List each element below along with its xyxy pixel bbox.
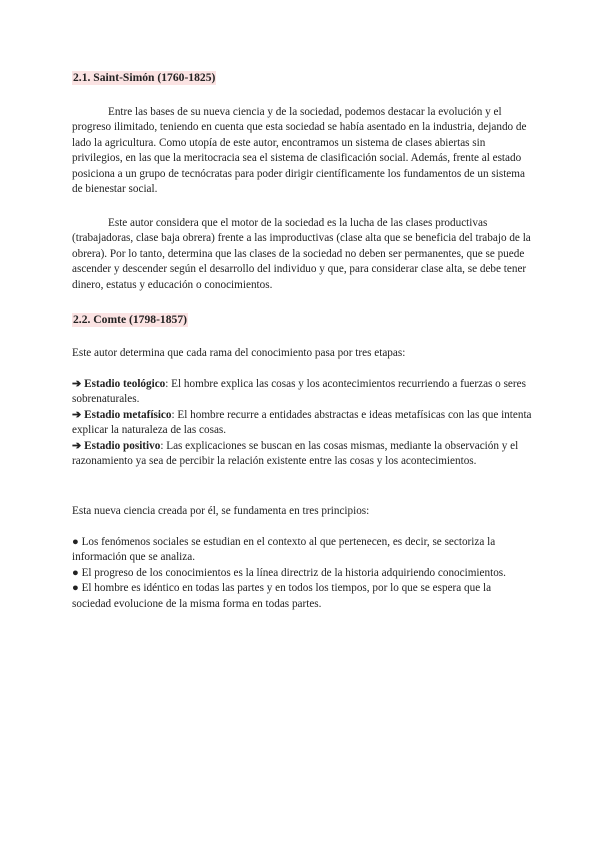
stage-term: Estadio metafísico xyxy=(84,408,172,421)
bullet-icon: ● xyxy=(72,536,79,548)
principle-text: El progreso de los conocimientos es la línea directriz de la historia adquiriendo conocimientos. xyxy=(81,566,506,579)
arrow-icon: ➔ xyxy=(72,408,82,421)
list-item xyxy=(72,377,532,408)
stage-term: Estadio teológico xyxy=(84,378,166,390)
list-item xyxy=(72,566,532,581)
stage-text: : El hombre recurre a entidades abstractas e ideas metafísicas con las que intenta explicar la naturaleza de las cosas. xyxy=(72,408,532,437)
section-title-comte: 2.2. Comte (1798-1857) xyxy=(73,313,187,326)
principle-text: Los fenómenos sociales se estudian en el contexto al que pertenecen, es decir, se sectoriza la información que se analiza. xyxy=(72,536,496,564)
principles-list xyxy=(72,535,532,612)
stage-term: Estadio positivo xyxy=(84,439,161,452)
list-item xyxy=(72,439,532,470)
paragraph-principles-intro: Esta nueva ciencia creada por él, se fundamenta en tres principios: xyxy=(72,505,370,517)
arrow-icon: ➔ xyxy=(72,378,82,390)
stage-text: : El hombre explica las cosas y los acontecimientos recurriendo a fuerzas o seres sobrenaturales. xyxy=(72,378,526,406)
bullet-icon: ● xyxy=(72,582,79,595)
list-item xyxy=(72,581,532,612)
list-item xyxy=(72,408,532,439)
section-title-saint-simon: 2.1. Saint-Simón (1760-1825) xyxy=(73,71,216,84)
paragraph-saint-simon-classes: Este autor considera que el motor de la sociedad es la lucha de las clases productivas (trabajadoras, clase baja obrera) frente a las improductivas (clase alta que se beneficia del trabajo de la obrera). Por lo tanto, determina que las clases de la sociedad no deben ser permanentes, que se puede ascender y descender según el desarrollo del individuo y que, para considerar clase alta, se debe tener dinero, estatus y educación o conocimientos. xyxy=(72,217,531,291)
principle-text: El hombre es idéntico en todas las partes y en todos los tiempos, por lo que se espera que la sociedad evolucione de la misma forma en todas partes. xyxy=(72,582,492,610)
bullet-icon: ● xyxy=(72,566,79,579)
paragraph-saint-simon-bases: Entre las bases de su nueva ciencia y de la sociedad, podemos destacar la evolución y el progreso ilimitado, teniendo en cuenta que esta sociedad se había asentado en la industria, dejando de lado la agricultura. Como utopía de este autor, encontramos un sistema de clases abiertas sin privilegios, en las que la meritocracia sea el sistema de clasificación social. Además, frente al estado posiciona a un grupo de tecnócratas para poder dirigir científicamente los fundamentos de un sistema de bienestar social. xyxy=(72,106,527,196)
stage-text: : Las explicaciones se buscan en las cosas mismas, mediante la observación y el razonamiento ya sea de percibir la relación existente entre las cosas y los acontecimientos. xyxy=(72,439,519,468)
list-item xyxy=(72,535,532,566)
stages-list xyxy=(72,377,532,469)
arrow-icon: ➔ xyxy=(72,439,82,452)
paragraph-comte-intro: Este autor determina que cada rama del conocimiento pasa por tres etapas: xyxy=(72,347,406,359)
